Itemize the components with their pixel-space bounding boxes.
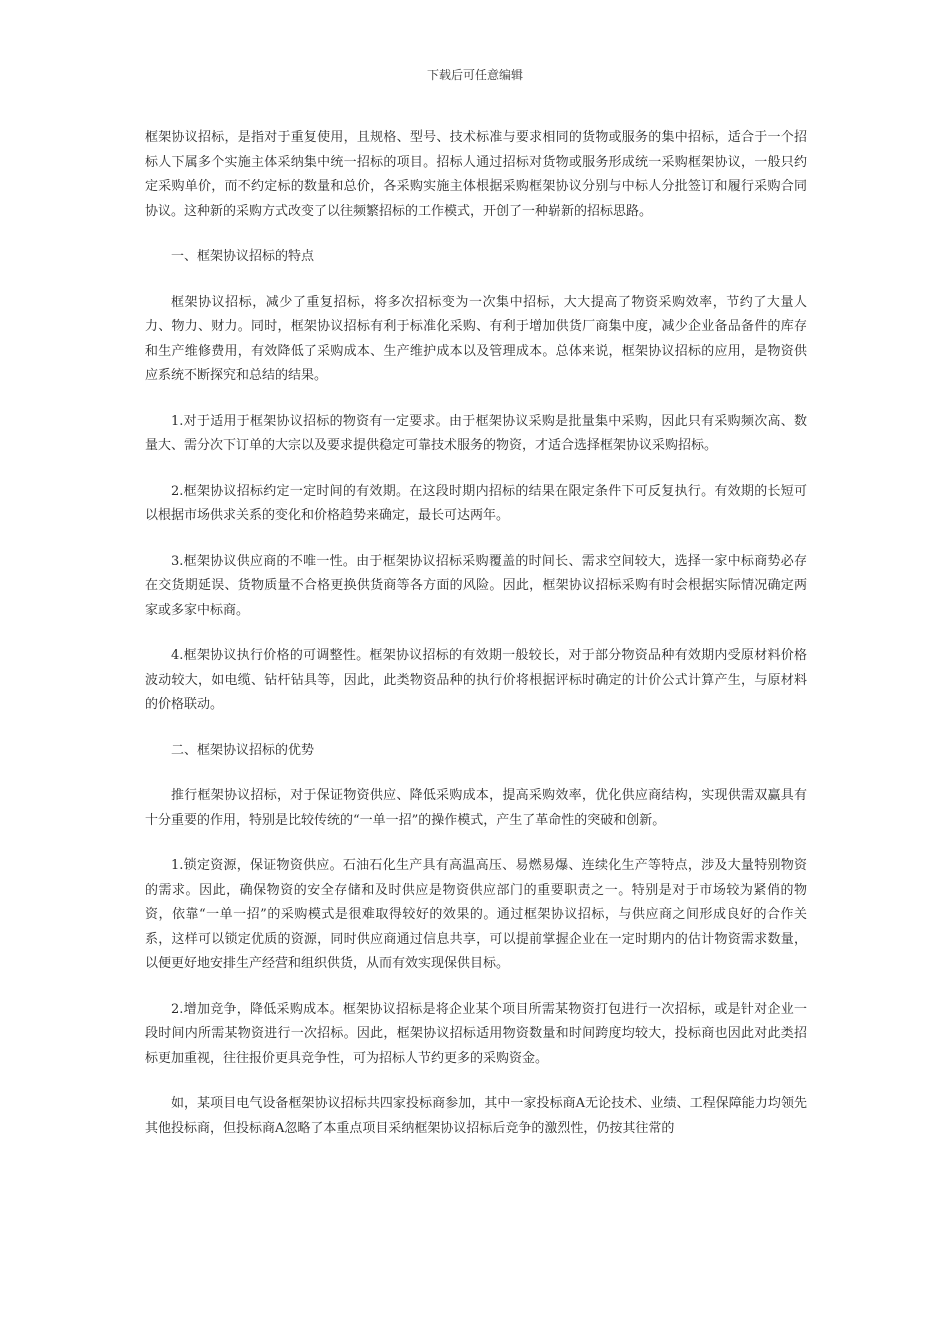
- paragraph-advantages-overview: 推行框架协议招标，对于保证物资供应、降低采购成本，提高采购效率，优化供应商结构，实现供需双赢具有十分重要的作用，特别是比较传统的“一单一招”的操作模式，产生了革命性的突破和创新。: [145, 788, 807, 828]
- paragraph-advantage-1: 1.锁定资源，保证物资供应。石油石化生产具有高温高压、易燃易爆、连续化生产等特点，涉及大量特别物资的需求。因此，确保物资的安全存储和及时供应是物资供应部门的重要职责之一。特别是对于市场较为紧俏的物资，依靠“一单一招”的采购模式是很难取得较好的效果的。通过框架协议招标，与供应商之间形成良好的合作关系，这样可以锁定优质的资源，同时供应商通过信息共享，可以提前掌握企业在一定时期内的估计物资需求数量，以便更好地安排生产经营和组织供货，从而有效实现保供目标。: [145, 858, 807, 971]
- document-body: [145, 126, 807, 1162]
- paragraph-features-overview: 框架协议招标，减少了重复招标，将多次招标变为一次集中招标，大大提高了物资采购效率，节约了大量人力、物力、财力。同时，框架协议招标有利于标准化采购、有利于增加供货厂商集中度，减少企业备品备件的库存和生产维修费用，有效降低了采购成本、生产维护成本以及管理成本。总体来说，框架协议招标的应用，是物资供应系统不断探究和总结的结果。: [145, 294, 807, 383]
- paragraph-advantage-2: 2.增加竞争，降低采购成本。框架协议招标是将企业某个项目所需某物资打包进行一次招标，或是针对企业一段时间内所需某物资进行一次招标。因此，框架协议招标适用物资数量和时间跨度均较大，投标商也因此对此类招标更加重视，往往报价更具竞争性，可为招标人节约更多的采购资金。: [145, 1001, 807, 1066]
- page-header: 下载后可任意编辑: [426, 68, 523, 82]
- paragraph-intro: 框架协议招标，是指对于重复使用，且规格、型号、技术标准与要求相同的货物或服务的集中招标，适合于一个招标人下属多个实施主体采纳集中统一招标的项目。招标人通过招标对货物或服务形成统一采购框架协议，一般只约定采购单价，而不约定标的数量和总价，各采购实施主体根据采购框架协议分别与中标人分批签订和履行采购合同协议。这种新的采购方式改变了以往频繁招标的工作模式，开创了一种崭新的招标思路。: [145, 130, 807, 219]
- paragraph-feature-1: 1.对于适用于框架协议招标的物资有一定要求。由于框架协议采购是批量集中采购，因此只有采购频次高、数量大、需分次下订单的大宗以及要求提供稳定可靠技术服务的物资，才适合选择框架协议采购招标。: [145, 413, 807, 453]
- paragraph-example: 如，某项目电气设备框架协议招标共四家投标商参加，其中一家投标商A无论技术、业绩、工程保障能力均领先其他投标商，但投标商A忽略了本重点项目采纳框架协议招标后竞争的激烈性，仍按其往常的: [145, 1096, 807, 1136]
- paragraph-feature-4: 4.框架协议执行价格的可调整性。框架协议招标的有效期一般较长，对于部分物资品种有效期内受原材料价格波动较大，如电缆、钻杆钻具等，因此，此类物资品种的执行价将根据评标时确定的计价公式计算产生，与原材料的价格联动。: [145, 648, 807, 712]
- section-heading-features: 一、框架协议招标的特点: [171, 249, 315, 264]
- section-heading-advantages: 二、框架协议招标的优势: [171, 742, 315, 758]
- paragraph-feature-2: 2.框架协议招标约定一定时间的有效期。在这段时期内招标的结果在限定条件下可反复执行。有效期的长短可以根据市场供求关系的变化和价格趋势来确定，最长可达两年。: [145, 483, 807, 523]
- paragraph-feature-3: 3.框架协议供应商的不唯一性。由于框架协议招标采购覆盖的时间长、需求空间较大，选择一家中标商势必存在交货期延误、货物质量不合格更换供货商等各方面的风险。因此，框架协议招标采购有时会根据实际情况确定两家或多家中标商。: [145, 553, 807, 618]
